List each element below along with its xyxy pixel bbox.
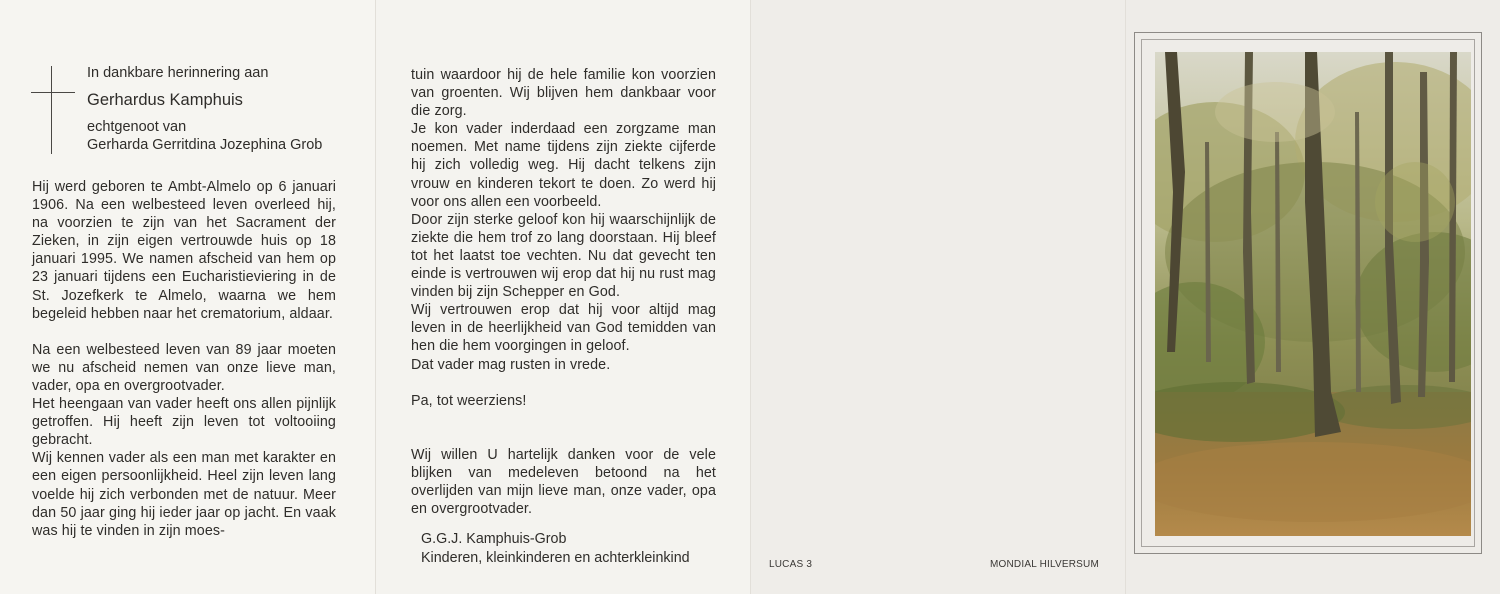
thanks-paragraph: Wij willen U hartelijk danken voor de vele blijken van medeleven betoond na het overlijden van mijn lieve man, onze vader, opa en overgrootvader. [411,446,716,517]
cross-icon-horizontal [31,92,75,93]
paragraph: Door zijn sterke geloof kon hij waarschijnlijk de ziekte die hem trof zo lang doorstaan. Hij bleef tot het laatst toe vechten. Nu dat gevecht ten einde is vertrouwen wij erop dat hij nu rust mag vinden bij zijn Schepper en God. [411,211,716,301]
paragraph: Na een welbesteed leven van 89 jaar moeten we nu afscheid nemen van onze lieve man, vader, opa en overgrootvader. [32,341,336,394]
signature-name: G.G.J. Kamphuis-Grob [421,531,567,547]
fold-line [750,0,751,594]
card-panel-back [750,0,1125,594]
memorial-header [87,64,367,154]
paragraph: Hij werd geboren te Ambt-Almelo op 6 januari 1906. Na een welbesteed leven overleed hij, na voorzien te zijn van het Sacrament der Zieken, in zijn eigen vertrouwde huis op 18 januari 1995. We namen afscheid van hem op 23 januari tijdens een Eucharistieviering in de St. Jozefkerk te Almelo, waarna we hem begeleid hebben naar het crematorium, aldaar. [32,179,336,322]
imprint-left: LUCAS 3 [769,559,813,570]
deceased-name: Gerhardus Kamphuis [87,91,243,109]
paragraph: Wij kennen vader als een man met karakter en een eigen persoonlijkheid. Heel zijn leven lang voelde hij zich verbonden met de natuur. Meer dan 50 jaar ging hij ieder jaar op jacht. En vaak was hij te vinden in zijn moes- [32,450,336,539]
signature-family: Kinderen, kleinkinderen en achterkleinkind [421,549,690,566]
imprint-right: MONDIAL HILVERSUM [990,559,1099,570]
text-column-1 [32,178,336,540]
text-column-2 [411,66,716,518]
spouse-name: Gerharda Gerritdina Jozephina Grob [87,137,323,153]
paragraph: Het heengaan van vader heeft ons allen pijnlijk getroffen. Hij heeft zijn leven tot voltooiing gebracht. [32,396,336,449]
paragraph: Wij vertrouwen erop dat hij voor altijd mag leven in de heerlijkheid van God temidden van hen die hem voorgingen in geloof. [411,302,716,355]
spouse-intro: echtgenoot van [87,119,187,135]
paragraph: tuin waardoor hij de hele familie kon voorzien van groenten. Wij blijven hem dankbaar voor die zorg. [411,67,716,120]
header-intro: In dankbare herinnering aan [87,65,269,81]
paragraph: Je kon vader inderdaad een zorgzame man noemen. Met name tijdens zijn ziekte cijferde hij zich volledig weg. Hij dacht telkens zijn vrouw en kinderen tekort te doen. Zo werd hij voor ons allen een voorbeeld. [411,121,716,210]
signature-block [421,530,690,567]
fold-line [375,0,376,594]
paragraph: Dat vader mag rusten in vrede. [411,356,611,373]
farewell-line: Pa, tot weerziens! [411,392,527,409]
cross-icon-vertical [51,66,52,154]
fold-line [1125,0,1126,594]
forest-photo [1155,52,1471,536]
